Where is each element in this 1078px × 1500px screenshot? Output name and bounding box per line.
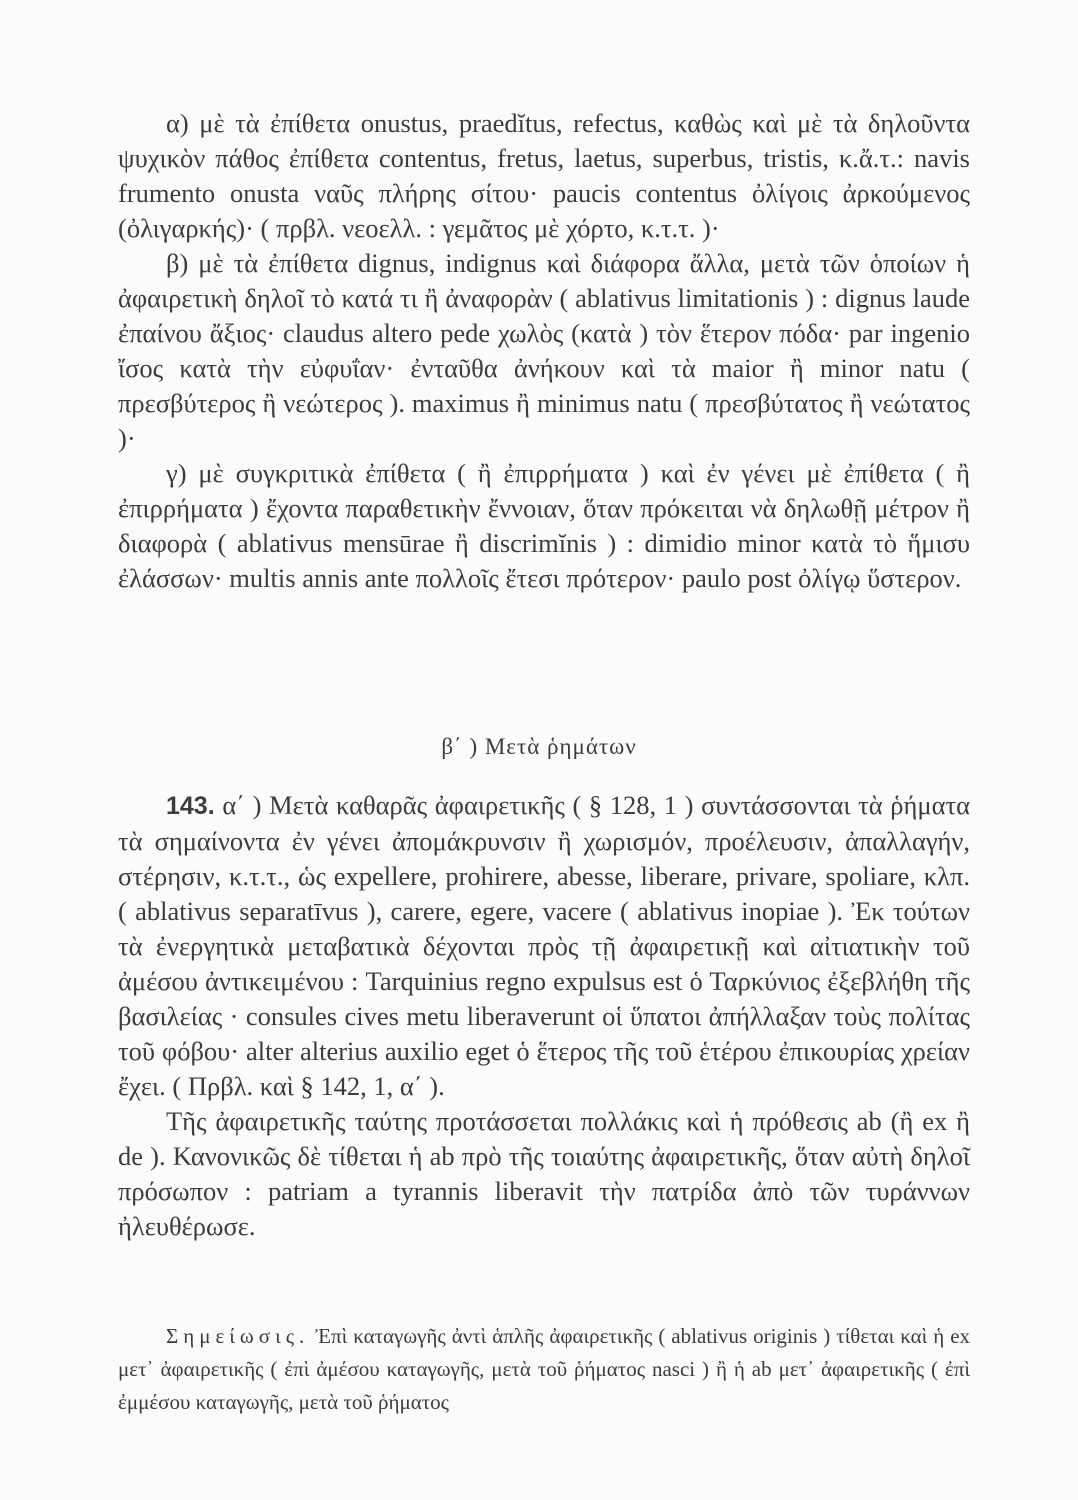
paragraph-alpha: α) μὲ τὰ ἐπίθετα onustus, praedĭtus, refectus, καθὼς καὶ μὲ τὰ δηλοῦντα ψυχικὸν πάθος ἐπίθετα contentus, fretus, laetus, superbus, tristis, κ.ἄ.τ.: navis frumento onusta ναῦς πλήρης σίτου· paucis contentus ὀλίγοις ἀρκούμενος (ὀλιγαρκής)· ( πρβλ. νεοελλ. : γεμᾶτος μὲ χόρτο, κ.τ.τ. )· [118, 108, 970, 243]
paragraph-143-text: α΄ ) Μετὰ καθαρᾶς ἀφαιρετικῆς ( § 128, 1 ) συντάσσονται τὰ ῥήματα τὰ σημαίνοντα ἐν γένει ἀπομάκρυνσιν ἢ χωρισμόν, προέλευσιν, ἀπαλλαγήν, στέρησιν, κ.τ.τ., ὡς expellere, prohirere, abesse, liberare, privare, spoliare, κλπ. ( ablativus separatīvus ), carere, egere, vacere ( ablativus inopiae ). Ἐκ τούτων τὰ ἐνεργητικὰ μεταβατικὰ δέχονται πρὸς τῇ ἀφαιρετικῇ καὶ αἰτιατικὴν τοῦ ἀμέσου ἀντικειμένου : Tarquinius regno expulsus est ὁ Ταρκύνιος ἐξεβλήθη τῆς βασιλείας · consules cives metu liberaverunt οἱ ὕπατοι ἀπήλλαξαν τοὺς πολίτας τοῦ φόβου· alter alterius auxilio eget ὁ ἕτερος τῆς τοῦ ἑτέρου ἐπικουρίας χρείαν ἔχει. ( Πρβλ. καὶ § 142, 1, α΄ ). [118, 790, 971, 1101]
section-heading: β΄ ) Μετὰ ῥημάτων [441, 734, 637, 759]
paragraph-gamma: γ) μὲ συγκριτικὰ ἐπίθετα ( ἢ ἐπιρρήματα ) καὶ ἐν γένει μὲ ἐπίθετα ( ἢ ἐπιρρήματα ) ἔχοντα παραθετικὴν ἔννοιαν, ὅταν πρόκειται νὰ δηλωθῇ μέτρον ἢ διαφορὰ ( ablativus mensūrae ἢ discrimĭnis ) : dimidio minor κατὰ τὸ ἥμισυ ἐλάσσων· multis annis ante πολλοῖς ἔτεσι πρότερον· paulo post ὀλίγῳ ὕστερον. [118, 458, 970, 593]
footnote [118, 1320, 970, 1419]
paragraph-143 [118, 788, 970, 1104]
adjectives-section [118, 106, 970, 596]
note-label: Σημείωσις. [166, 1324, 310, 1348]
note-paragraph [118, 1320, 970, 1419]
paragraph-ab: Τῆς ἀφαιρετικῆς ταύτης προτάσσεται πολλάκις καὶ ἡ πρόθεσις ab (ἢ ex ἢ de ). Κανονικῶς δὲ τίθεται ἡ ab πρὸ τῆς τοιαύτης ἀφαιρετικῆς, ὅταν αὐτὴ δηλοῖ πρόσωπον : patriam a tyrannis liberavit τὴν πατρίδα ἀπὸ τῶν τυράννων ἠλευθέρωσε. [118, 1106, 970, 1241]
verbs-section [118, 788, 970, 1244]
note-text: Ἐπὶ καταγωγῆς ἀντὶ ἁπλῆς ἀφαιρετικῆς ( ablativus originis ) τίθεται καὶ ἡ ex μετ᾽ ἀφαιρετικῆς ( ἐπὶ ἀμέσου καταγωγῆς, μετὰ τοῦ ῥήματος nasci ) ἢ ἡ ab μετ᾽ ἀφαιρετικῆς ( ἐπὶ ἐμμέσου καταγωγῆς, μετὰ τοῦ ῥήματος [118, 1324, 971, 1414]
paragraph-beta: β) μὲ τὰ ἐπίθετα dignus, indignus καὶ διάφορα ἄλλα, μετὰ τῶν ὁποίων ἡ ἀφαιρετικὴ δηλοῖ τὸ κατά τι ἢ ἀναφορὰν ( ablativus limitationis ) : dignus laude ἐπαίνου ἄξιος· claudus altero pede χωλὸς (κατὰ ) τὸν ἕτερον πόδα· par ingenio ἴσος κατὰ τὴν εὐφυΐαν· ἐνταῦθα ἀνήκουν καὶ τὰ maior ἢ minor natu ( πρεσβύτερος ἢ νεώτερος ). maximus ἢ minimus natu ( πρεσβύτατος ἢ νεώτατος )· [118, 248, 970, 453]
section-number: 143. [166, 792, 215, 820]
